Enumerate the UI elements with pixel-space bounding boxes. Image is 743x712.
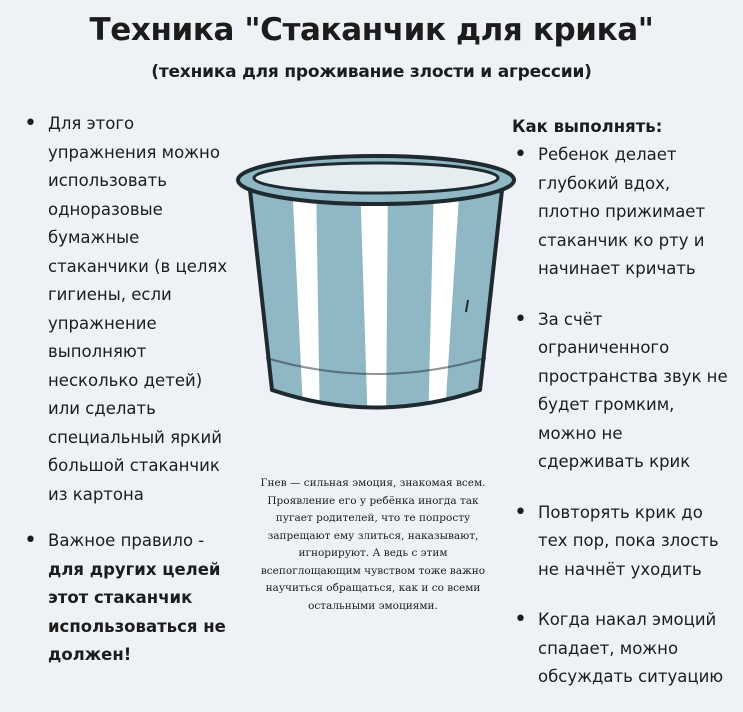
rule-emphasis: для других целей этот стаканчик использоваться не должен!	[48, 559, 226, 664]
rule-item	[22, 527, 238, 670]
page-title: Техника "Стаканчик для крика"	[89, 12, 654, 48]
rule-text: Важное правило -	[48, 531, 205, 550]
paper-cup-icon	[236, 150, 516, 430]
howto-section	[512, 117, 737, 692]
materials-item: • Для этого упражнения можно использовать одноразовые бумажные стаканчики (в целях гигиены, если упражнение выполняют несколько детей) или сделать специальный яркий большой стаканчик из картона	[22, 110, 238, 509]
step-item: • За счёт ограниченного пространства звук не будет громким, можно не сдерживать крик	[512, 306, 728, 477]
anger-description: Гнев — сильная эмоция, знакомая всем. Проявление его у ребёнка иногда так пугает родителей, что те попросту запрещают ему злиться, наказывают, игнорируют. А ведь с этим всепоглощающим чувством тоже важно научиться обращаться, как и со всеми остальными эмоциями.	[260, 477, 486, 612]
step-item: • Ребенок делает глубокий вдох, плотно прижимает стаканчик ко рту и начинает кричать	[512, 141, 728, 284]
materials-list	[22, 110, 252, 670]
materials-section	[22, 110, 252, 670]
step-item: • Когда накал эмоций спадает, можно обсуждать ситуацию	[512, 606, 728, 692]
page-subtitle: (техника для проживание злости и агрессии)	[151, 62, 592, 82]
step-item: • Повторять крик до тех пор, пока злость не начнёт уходить	[512, 499, 728, 585]
howto-title: Как выполнять:	[512, 117, 663, 136]
howto-steps-list	[512, 141, 737, 692]
